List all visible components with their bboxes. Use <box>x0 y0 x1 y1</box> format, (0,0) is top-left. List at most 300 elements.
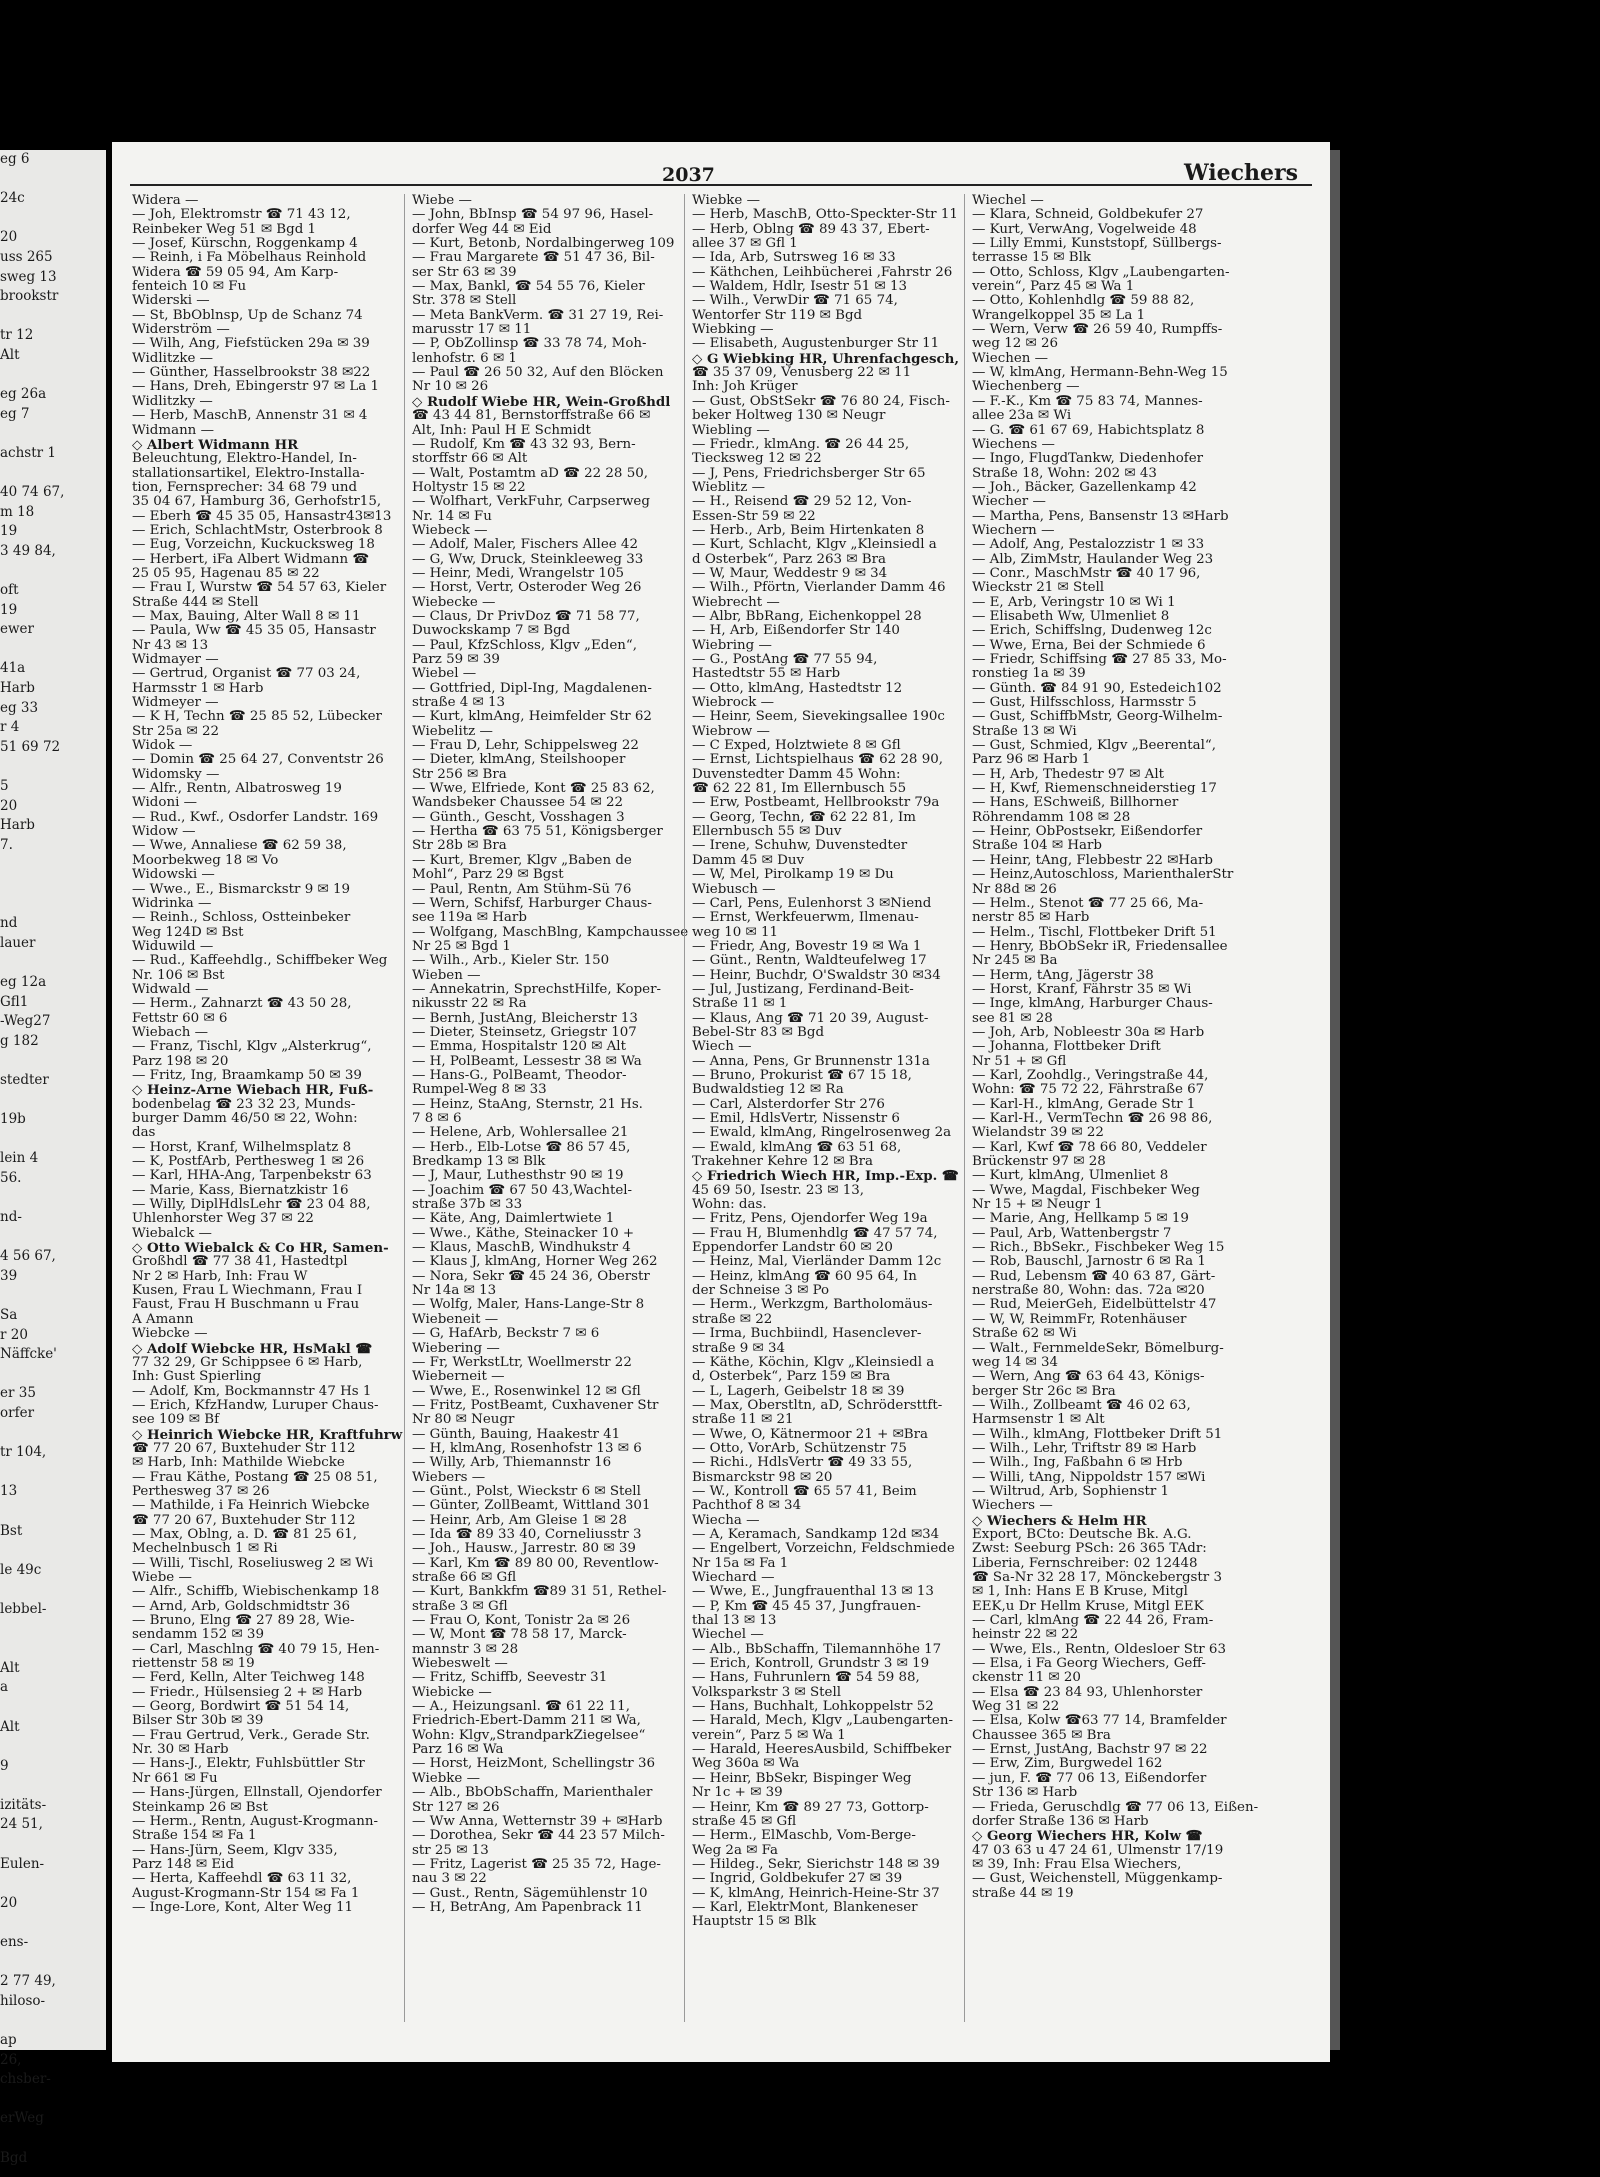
directory-entry-line: Wiebicke — <box>412 1684 492 1700</box>
adjacent-page-text <box>0 1228 106 1248</box>
adjacent-page-text: 24 51, <box>0 1816 43 1833</box>
directory-entry-line: ✉ Harb, Inh: Mathilde Wiebcke <box>132 1455 345 1471</box>
directory-entry-line: fenteich 10 ✉ Fu <box>132 279 247 295</box>
directory-entry-line: — Hans-Jürn, Seem, Klgv 335, <box>132 1842 338 1858</box>
directory-entry-line: — Eberh ☎ 45 35 05, Hansastr43✉13 <box>132 508 392 524</box>
directory-entry-line: — Horst, Kranf, Wilhelmsplatz 8 <box>132 1139 352 1155</box>
directory-entry-line: — Hans, ESchweiß, Billhorner <box>972 795 1179 811</box>
directory-entry-line: ☎ 62 22 81, Im Ellernbusch 55 <box>692 781 907 797</box>
directory-entry-line: — Albr, BbRang, Eichenkoppel 28 <box>692 608 922 624</box>
directory-entry-line: — Carl, Maschlng ☎ 40 79 15, Hen- <box>132 1641 380 1657</box>
directory-entry-line: — Engelbert, Vorzeichn, Feldschmiede <box>692 1541 955 1557</box>
directory-entry-line: Widomsky — <box>132 766 220 782</box>
directory-entry-line: — A, Keramach, Sandkamp 12d ✉34 <box>692 1526 940 1542</box>
directory-entry-line: Hastedtstr 55 ✉ Harb <box>692 666 841 682</box>
directory-entry-line: ◇ Friedrich Wiech HR, Imp.-Exp. ☎ <box>692 1168 959 1185</box>
directory-entry-line: Zwst: Seeburg PSch: 26 365 TAdr: <box>972 1541 1207 1557</box>
directory-entry-line: Rumpel-Weg 8 ✉ 33 <box>412 1082 547 1098</box>
adjacent-page-text: orfer <box>0 1405 35 1421</box>
adjacent-page-text: 13 <box>0 1483 18 1500</box>
directory-entry-line: — Heinr, ObPostsekr, Eißendorfer <box>972 824 1203 840</box>
adjacent-page-text <box>0 875 106 895</box>
directory-entry-line: — Georg, Bordwirt ☎ 51 54 14, <box>132 1699 350 1715</box>
directory-entry-line: — H, Kwf, Riemenschneiderstieg 17 <box>972 781 1217 797</box>
directory-entry-line: straße 45 ✉ Gfl <box>692 1813 797 1829</box>
directory-entry-line: — Wilh., Arb., Kieler Str. 150 <box>412 953 610 969</box>
adjacent-page-text: 20 <box>0 229 18 246</box>
directory-entry-line: — Rud., Kwf., Osdorfer Landstr. 169 <box>132 809 379 825</box>
directory-entry-line: — Max, Oberstltn, aD, Schrödersttft- <box>692 1397 943 1413</box>
directory-entry-line: Ellernbusch 55 ✉ Duv <box>692 824 842 840</box>
directory-entry-line: — Alfr., Rentn, Albatrosweg 19 <box>132 781 342 797</box>
directory-entry-line: dorfer Straße 136 ✉ Harb <box>972 1813 1149 1829</box>
directory-entry-line: — Annekatrin, SprechstHilfe, Koper- <box>412 981 662 997</box>
directory-entry-line: Reinbeker Weg 51 ✉ Bgd 1 <box>132 221 317 237</box>
running-head: Wiechers <box>1183 160 1298 186</box>
directory-entry-line: lenhofstr. 6 ✉ 1 <box>412 350 517 366</box>
directory-entry-line: ◇ Rudolf Wiebe HR, Wein-Großhdl <box>412 393 671 410</box>
adjacent-page-text <box>0 1502 106 1522</box>
directory-entry-line: Wohn: Klgv„StrandparkZiegelsee“ <box>412 1727 646 1743</box>
directory-entry-line: — Günt., Rentn, Waldteufelweg 17 <box>692 953 927 969</box>
adjacent-page-text: 51 69 72 <box>0 738 61 755</box>
directory-entry-line: Parz 198 ✉ 20 <box>132 1053 229 1069</box>
directory-entry-line: — Rud, Lebensm ☎ 40 63 87, Gärt- <box>972 1268 1216 1284</box>
directory-entry-line: Wielandstr 39 ✉ 22 <box>972 1125 1104 1141</box>
directory-entry-line: nerstr 85 ✉ Harb <box>972 910 1090 926</box>
adjacent-page-text: 56. <box>0 1169 22 1186</box>
adjacent-page-text: Bst <box>0 1522 23 1539</box>
directory-entry-line: straße 9 ✉ 34 <box>692 1340 786 1356</box>
adjacent-page-text: chsber- <box>0 2071 51 2088</box>
directory-entry-line: Str 256 ✉ Bra <box>412 766 507 782</box>
directory-entry-line: Wohn: ☎ 75 72 22, Fährstraße 67 <box>972 1082 1205 1098</box>
directory-entry-line: — Wilh., klmAng, Flottbeker Drift 51 <box>972 1426 1223 1442</box>
adjacent-page-text: eg 26a <box>0 386 47 403</box>
directory-entry-line: — P, Km ☎ 45 45 37, Jungfrauen- <box>692 1598 921 1614</box>
directory-entry-line: — Klaus, Ang ☎ 71 20 39, August- <box>692 1010 929 1026</box>
directory-entry-line: straße ✉ 22 <box>692 1311 773 1327</box>
directory-entry-line: Wiebe — <box>132 1570 192 1585</box>
directory-entry-line: — Helm., Stenot ☎ 77 25 66, Ma- <box>972 895 1204 911</box>
directory-entry-line: — Wern, Verw ☎ 26 59 40, Rumpffs- <box>972 322 1223 338</box>
directory-entry-line: — F.-K., Km ☎ 75 83 74, Mannes- <box>972 393 1203 409</box>
directory-entry-line: ✉ 1, Inh: Hans E B Kruse, Mitgl <box>972 1584 1188 1600</box>
directory-entry-line: — Alb., BbSchaffn, Tilemannhöhe 17 <box>692 1641 942 1657</box>
directory-entry-line: EEK,u Dr Hellm Kruse, Mitgl EEK <box>972 1598 1204 1614</box>
directory-entry-line: — Herb., Elb-Lotse ☎ 86 57 45, <box>412 1139 631 1155</box>
adjacent-page-text: eg 33 <box>0 699 39 716</box>
directory-entry-line: Widuwild — <box>132 938 214 954</box>
adjacent-page-text <box>0 561 106 581</box>
directory-entry-line: — Mathilde, i Fa Heinrich Wiebcke <box>132 1498 370 1514</box>
directory-entry-line: A Amann <box>132 1311 194 1327</box>
directory-entry-line: — Wilh, Ang, Fiefstücken 29a ✉ 39 <box>132 336 370 352</box>
directory-entry-line: — Elisabeth, Augustenburger Str 11 <box>692 336 940 352</box>
directory-entry-line: — Fritz, Pens, Ojendorfer Weg 19a <box>692 1211 928 1227</box>
adjacent-page-text <box>0 1835 106 1855</box>
directory-entry-line: Widoni — <box>132 795 197 811</box>
directory-entry-line: — Erw, Zim, Burgwedel 162 <box>972 1756 1163 1772</box>
directory-entry-line: 45 69 50, Isestr. 23 ✉ 13, <box>692 1182 864 1198</box>
adjacent-page-text: -Weg27 <box>0 1013 51 1030</box>
adjacent-page-text <box>0 1463 106 1483</box>
directory-entry-line: Volksparkstr 3 ✉ Stell <box>692 1684 842 1700</box>
directory-entry-line: — Herm., ElMaschb, Vom-Berge- <box>692 1828 916 1844</box>
directory-entry-line: 7 8 ✉ 6 <box>412 1111 462 1126</box>
directory-entry-line: Widow — <box>132 824 196 840</box>
directory-entry-line: — Herm., Rentn, August-Krogmann- <box>132 1813 379 1829</box>
directory-entry-line: — J, Pens, Friedrichsberger Str 65 <box>692 465 926 481</box>
directory-entry-line: Nr 51 + ✉ Gfl <box>972 1053 1067 1069</box>
directory-entry-line: — Alb., BbObSchaffn, Marienthaler <box>412 1785 653 1801</box>
directory-entry-line: see 109 ✉ Bf <box>132 1412 220 1428</box>
directory-entry-line: straße 66 ✉ Gfl <box>412 1570 517 1585</box>
adjacent-page-text: 19 <box>0 601 18 618</box>
directory-entry-line: — Heinr, Km ☎ 89 27 73, Gottorp- <box>692 1799 929 1815</box>
directory-entry-line: Liberia, Fernschreiber: 02 12448 <box>972 1555 1198 1571</box>
directory-entry-line: — Walt, Postamtm aD ☎ 22 28 50, <box>412 465 649 481</box>
directory-entry-line: — Herb, MaschB, Otto-Speckter-Str 11 <box>692 207 958 223</box>
directory-entry-line: — Wwe, Elfriede, Kont ☎ 25 83 62, <box>412 781 655 797</box>
adjacent-page-text: er 35 <box>0 1385 36 1402</box>
directory-entry-line: ◇ Adolf Wiebcke HR, HsMakl ☎ <box>132 1340 373 1357</box>
directory-entry-line: — Kurt, Bankkfm ☎89 31 51, Rethel- <box>412 1584 667 1600</box>
directory-entry-line: Bebel-Str 83 ✉ Bgd <box>692 1024 825 1040</box>
directory-entry-line: Eppendorfer Landstr 60 ✉ 20 <box>692 1240 893 1256</box>
directory-entry-line: Wieblitz — <box>692 479 765 495</box>
page-edge-shadow <box>1330 150 1340 2050</box>
directory-entry-line: marusstr 17 ✉ 11 <box>412 322 532 338</box>
adjacent-page-text: ewer <box>0 621 34 638</box>
directory-entry-line: Wiech — <box>692 1039 752 1055</box>
directory-entry-line: Widmann — <box>132 422 214 438</box>
directory-entry-line: — Herm, tAng, Jägerstr 38 <box>972 967 1154 983</box>
directory-entry-line: — Adolf, Maler, Fischers Allee 42 <box>412 537 638 553</box>
directory-entry-line: — Kurt, Bremer, Klgv „Baben de <box>412 852 632 868</box>
directory-entry-line: — Ernst, JustAng, Bachstr 97 ✉ 22 <box>972 1742 1208 1758</box>
adjacent-page-text: r 4 <box>0 719 20 736</box>
directory-entry-line: Wrangelkoppel 35 ✉ La 1 <box>972 307 1146 323</box>
directory-entry-line: — Horst, HeizMont, Schellingstr 36 <box>412 1756 655 1772</box>
adjacent-page-text: brookstr <box>0 288 59 305</box>
directory-entry-line: Straße 444 ✉ Stell <box>132 594 259 610</box>
directory-entry-line: — Herm., Werkzgm, Bartholomäus- <box>692 1297 933 1313</box>
directory-entry-line: Bilser Str 30b ✉ 39 <box>132 1713 264 1729</box>
directory-entry-line: Export, BCto: Deutsche Bk. A.G. <box>972 1526 1192 1542</box>
directory-entry-line: — Emma, Hospitalstr 120 ✉ Alt <box>412 1039 626 1055</box>
directory-entry-line: — Wwe., Käthe, Steinacker 10 + <box>412 1225 635 1241</box>
directory-entry-line: ☎ 35 37 09, Venusberg 22 ✉ 11 <box>692 365 912 381</box>
directory-entry-line: — Heinr, Medi, Wrangelstr 105 <box>412 565 625 581</box>
directory-entry-line: sendamm 152 ✉ 39 <box>132 1627 264 1643</box>
directory-entry-line: — Frau Käthe, Postang ☎ 25 08 51, <box>132 1469 378 1485</box>
adjacent-page-text: 19b <box>0 1111 26 1128</box>
directory-entry-line: — Wwe, Erna, Bei der Schmiede 6 <box>972 637 1206 653</box>
adjacent-page-text: oft <box>0 582 19 599</box>
directory-entry-line: — Paul, KfzSchloss, Klgv „Eden“, <box>412 637 637 653</box>
directory-entry-line: Wiebe — <box>412 193 472 208</box>
directory-entry-line: — Elsa, i Fa Georg Wiechers, Geff- <box>972 1656 1206 1672</box>
directory-entry-line: — Heinr, Arb, Am Gleise 1 ✉ 28 <box>412 1512 627 1528</box>
directory-entry-line: Str 28b ✉ Bra <box>412 838 507 854</box>
directory-entry-line: — Friedr., Hülsensieg 2 + ✉ Harb <box>132 1684 363 1700</box>
adjacent-page-text <box>0 895 106 915</box>
directory-entry-line: Wiebalck — <box>132 1225 212 1241</box>
adjacent-page-text: Gfl1 <box>0 993 29 1010</box>
directory-entry-line: — Wilh., VerwDir ☎ 71 65 74, <box>692 293 898 309</box>
directory-entry-line: — Herbert, iFa Albert Widmann ☎ <box>132 551 370 567</box>
directory-entry-line: — G., PostAng ☎ 77 55 94, <box>692 652 878 667</box>
directory-entry-line: — Heinz, StaAng, Sternstr, 21 Hs. <box>412 1096 643 1112</box>
directory-entry-line: Nr 25 ✉ Bgd 1 <box>412 938 511 954</box>
directory-entry-line: 47 03 63 u 47 24 61, Ulmenstr 17/19 <box>972 1842 1224 1858</box>
directory-entry-line: — Herb, MaschB, Annenstr 31 ✉ 4 <box>132 408 368 424</box>
adjacent-page-text: achstr 1 <box>0 444 56 461</box>
directory-entry-line: — Walt., FernmeldeSekr, Bömelburg- <box>972 1340 1224 1356</box>
directory-entry-line: — Heinr, tAng, Flebbestr 22 ✉Harb <box>972 852 1213 868</box>
directory-entry-line: dorfer Weg 44 ✉ Eid <box>412 221 552 237</box>
directory-entry-line: d, Osterbek“, Parz 159 ✉ Bra <box>692 1369 891 1385</box>
directory-entry-line: — Rudolf, Km ☎ 43 32 93, Bern- <box>412 436 636 452</box>
directory-entry-line: Weg 31 ✉ 22 <box>972 1699 1060 1715</box>
directory-entry-line: Weg 360a ✉ Wa <box>692 1756 800 1772</box>
directory-entry-line: — Hans-Jürgen, Ellnstall, Ojendorfer <box>132 1785 382 1801</box>
adjacent-page-text: stedter <box>0 1071 49 1088</box>
directory-entry-line: — Hertha ☎ 63 75 51, Königsberger <box>412 824 663 840</box>
directory-entry-line: Trakehner Kehre 12 ✉ Bra <box>692 1154 873 1170</box>
directory-entry-line: nerstraße 80, Wohn: das. 72a ✉20 <box>972 1283 1205 1299</box>
directory-entry-line: Parz 148 ✉ Eid <box>132 1856 235 1872</box>
adjacent-page-text: nd- <box>0 1209 22 1226</box>
directory-column-2 <box>412 193 689 1915</box>
directory-entry-line: Straße 104 ✉ Harb <box>972 838 1102 854</box>
directory-entry-line: — Karl-H., VermTechn ☎ 26 98 86, <box>972 1111 1213 1126</box>
directory-entry-line: Nr 1c + ✉ 39 <box>692 1785 783 1801</box>
directory-entry-line: beker Holtweg 130 ✉ Neugr <box>692 408 886 424</box>
directory-entry-line: Wiechel — <box>692 1627 764 1643</box>
directory-entry-line: Wiechen — <box>972 350 1049 366</box>
directory-entry-line: — Arnd, Arb, Goldschmidtstr 36 <box>132 1598 351 1614</box>
directory-entry-line: — Erich, Kontroll, Grundstr 3 ✉ 19 <box>692 1656 930 1672</box>
directory-entry-line: Wiechard — <box>692 1570 775 1585</box>
directory-entry-line: Str 25a ✉ 22 <box>132 723 220 739</box>
directory-entry-line: ◇ Otto Wiebalck & Co HR, Samen- <box>132 1240 389 1257</box>
directory-entry-line: d Osterbek“, Parz 263 ✉ Bra <box>692 551 886 567</box>
adjacent-page-text <box>0 855 106 875</box>
directory-entry-line: Widera ☎ 59 05 94, Am Karp- <box>132 264 339 280</box>
directory-entry-line: 77 32 29, Gr Schippsee 6 ✉ Harb, <box>132 1354 363 1370</box>
directory-entry-line: — L, Lagerh, Geibelstr 18 ✉ 39 <box>692 1383 905 1399</box>
directory-entry-line: Perthesweg 37 ✉ 26 <box>132 1483 270 1499</box>
directory-entry-line: — Adolf, Ang, Pestalozzistr 1 ✉ 33 <box>972 537 1205 553</box>
directory-entry-line: — Emil, HdlsVertr, Nissenstr 6 <box>692 1111 900 1126</box>
directory-entry-line: Inh: Joh Krüger <box>692 379 798 395</box>
directory-entry-line: Wiebrock — <box>692 695 775 711</box>
adjacent-page-text: Alt <box>0 1659 20 1676</box>
directory-entry-line: — G, Ww, Druck, Steinkleeweg 33 <box>412 551 644 567</box>
directory-entry-line: thal 13 ✉ 13 <box>692 1613 777 1629</box>
directory-entry-line: — Johanna, Flottbeker Drift <box>972 1039 1161 1055</box>
directory-entry-line: — Richi., HdlsVertr ☎ 49 33 55, <box>692 1455 913 1471</box>
directory-entry-line: Brückenstr 97 ✉ 28 <box>972 1154 1106 1170</box>
directory-entry-line: str 25 ✉ 13 <box>412 1842 489 1858</box>
directory-entry-line: mannstr 3 ✉ 28 <box>412 1641 519 1657</box>
directory-entry-line: — Domin ☎ 25 64 27, Conventstr 26 <box>132 752 384 768</box>
directory-column-1 <box>132 194 404 1915</box>
adjacent-page-text <box>0 1424 106 1444</box>
directory-entry-line: Wiecher — <box>972 494 1046 510</box>
adjacent-page-text <box>0 1620 106 1640</box>
directory-entry-line: Widerström — <box>132 322 230 338</box>
directory-entry-line: — G, HafArb, Beckstr 7 ✉ 6 <box>412 1326 600 1342</box>
directory-entry-line: Wiebel — <box>412 666 477 682</box>
directory-entry-line: Straße 154 ✉ Fa 1 <box>132 1828 257 1844</box>
directory-entry-line: — Gust, SchiffbMstr, Georg-Wilhelm- <box>972 709 1223 725</box>
column-divider <box>404 194 405 2022</box>
directory-entry-line: — Ernst, Werkfeuerwm, Ilmenau- <box>692 910 919 926</box>
directory-entry-line: — Karl, Zoohdlg., Veringstraße 44, <box>972 1067 1209 1083</box>
directory-entry-line: — Fritz, PostBeamt, Cuxhavener Str <box>412 1397 659 1413</box>
directory-entry-line: — Frau I, Wurstw ☎ 54 57 63, Kieler <box>132 580 387 596</box>
directory-entry-line: bodenbelag ☎ 23 32 23, Munds- <box>132 1096 356 1112</box>
adjacent-page-text: Alt <box>0 1718 20 1735</box>
directory-entry-line: Wiebeneit — <box>412 1311 499 1327</box>
directory-entry-line: Str 136 ✉ Harb <box>972 1785 1078 1801</box>
adjacent-page-text: Sa <box>0 1307 18 1324</box>
directory-entry-line: berger Str 26c ✉ Bra <box>972 1383 1116 1399</box>
directory-entry-line: Widlitzke — <box>132 350 214 366</box>
directory-entry-line: — Günth. ☎ 84 91 90, Estedeich102 <box>972 680 1222 696</box>
directory-entry-line: Wiebusch — <box>692 881 776 897</box>
adjacent-page-text <box>0 1286 106 1306</box>
directory-entry-line: Wiebecke — <box>412 594 496 610</box>
directory-entry-line: — W, klmAng, Hermann-Behn-Weg 15 <box>972 365 1228 381</box>
directory-entry-line: Nr 2 ✉ Harb, Inh: Frau W <box>132 1268 308 1284</box>
directory-entry-line: ◇ G Wiebking HR, Uhrenfachgesch, <box>692 350 960 367</box>
directory-entry-line: — Max, Bankl, ☎ 54 55 76, Kieler <box>412 279 645 295</box>
directory-entry-line: — Klara, Schneid, Goldbekufer 27 <box>972 207 1204 223</box>
adjacent-page-text: 26, <box>0 2051 22 2068</box>
directory-entry-line: — Joh., Bäcker, Gazellenkamp 42 <box>972 479 1197 495</box>
adjacent-page-text <box>0 1541 106 1561</box>
directory-entry-line: — Herb., Arb, Beim Hirtenkaten 8 <box>692 522 925 538</box>
directory-entry-line: — Dieter, klmAng, Steilshooper <box>412 752 626 768</box>
directory-entry-line: terrasse 15 ✉ Blk <box>972 250 1092 266</box>
directory-entry-line: ☎ 77 20 67, Buxtehuder Str 112 <box>132 1440 356 1456</box>
directory-entry-line: — Erich, KfzHandw, Luruper Chaus- <box>132 1397 379 1413</box>
directory-entry-line: riettenstr 58 ✉ 19 <box>132 1656 255 1672</box>
directory-entry-line: — Georg, Techn, ☎ 62 22 81, Im <box>692 809 916 825</box>
directory-entry-line: — Karl, HHA-Ang, Tarpenbekstr 63 <box>132 1168 372 1184</box>
directory-entry-line: — Adolf, Km, Bockmannstr 47 Hs 1 <box>132 1383 372 1399</box>
adjacent-page-text: Eulen- <box>0 1855 45 1872</box>
directory-entry-line: — Hans-G., PolBeamt, Theodor- <box>412 1067 627 1083</box>
directory-entry-line: Wiebrecht — <box>692 594 780 610</box>
directory-entry-line: — Karl, Km ☎ 89 80 00, Reventlow- <box>412 1555 659 1571</box>
directory-entry-line: — Otto, VorArb, Schützenstr 75 <box>692 1440 907 1456</box>
directory-entry-line: — Günther, Hasselbrookstr 38 ✉22 <box>132 365 371 381</box>
directory-entry-line: nau 3 ✉ 22 <box>412 1871 487 1887</box>
directory-entry-line: straße 37b ✉ 33 <box>412 1197 523 1213</box>
directory-entry-line: — Günth., Gescht, Vosshagen 3 <box>412 809 625 825</box>
directory-entry-line: Str 127 ✉ 26 <box>412 1799 500 1815</box>
directory-entry-line: — Bruno, Elng ☎ 27 89 28, Wie- <box>132 1613 355 1629</box>
directory-entry-line: — Wilh., Lehr, Triftstr 89 ✉ Harb <box>972 1440 1197 1456</box>
directory-entry-line: Wieberneit — <box>412 1369 505 1385</box>
directory-entry-line: der Schneise 3 ✉ Po <box>692 1283 830 1299</box>
directory-entry-line: ◇ Wiechers & Helm HR <box>972 1512 1147 1529</box>
directory-entry-line: — Ewald, klmAng ☎ 63 51 68, <box>692 1139 902 1155</box>
adjacent-page-text <box>0 757 106 777</box>
adjacent-page-text <box>0 640 106 660</box>
directory-entry-line: Widlitzky — <box>132 393 213 409</box>
directory-entry-line: Wiechens — <box>972 436 1055 452</box>
directory-entry-line: — Horst, Kranf, Fährstr 35 ✉ Wi <box>972 981 1192 997</box>
adjacent-page-text: 9 <box>0 1757 9 1774</box>
directory-entry-line: — Wiltrud, Arb, Sophienstr 1 <box>972 1483 1170 1499</box>
directory-entry-line: — Hans, Dreh, Ebingerstr 97 ✉ La 1 <box>132 379 380 395</box>
directory-entry-line: — Carl, Alsterdorfer Str 276 <box>692 1096 885 1112</box>
directory-entry-line: — Nora, Sekr ☎ 45 24 36, Oberstr <box>412 1268 650 1284</box>
directory-entry-line: straße 44 ✉ 19 <box>972 1885 1074 1901</box>
directory-entry-line: Wiebeswelt — <box>412 1656 508 1672</box>
adjacent-page-text: Bgd <box>0 2149 28 2166</box>
directory-entry-line: — Heinr, BbSekr, Bispinger Weg <box>692 1770 912 1786</box>
directory-entry-line: weg 10 ✉ 11 <box>692 924 779 940</box>
directory-entry-line: — Wilh., Ing, Faßbahn 6 ✉ Hrb <box>972 1455 1183 1471</box>
directory-entry-line: — Otto, klmAng, Hastedtstr 12 <box>692 680 903 696</box>
directory-entry-line: Nr 15 + ✉ Neugr 1 <box>972 1197 1103 1213</box>
directory-entry-line: Friedrich-Ebert-Damm 211 ✉ Wa, <box>412 1713 641 1729</box>
directory-entry-line: heinstr 22 ✉ 22 <box>972 1627 1079 1643</box>
directory-entry-line: Wiebking — <box>692 322 774 338</box>
directory-entry-line: das <box>132 1125 156 1141</box>
directory-entry-line: — Henry, BbObSekr iR, Friedensallee <box>972 938 1228 954</box>
directory-entry-line: Widok — <box>132 738 193 754</box>
adjacent-page-text: uss 265 <box>0 248 53 265</box>
directory-entry-line: Nr 245 ✉ Ba <box>972 953 1058 969</box>
directory-entry-line: — Carl, klmAng ☎ 22 44 26, Fram- <box>972 1613 1214 1629</box>
adjacent-page-text: Alt <box>0 346 20 363</box>
directory-entry-line: — Wern, Ang ☎ 63 64 43, Königs- <box>972 1369 1205 1385</box>
adjacent-page-text <box>0 1776 106 1796</box>
directory-entry-line: Alt, Inh: Paul H E Schmidt <box>412 422 591 438</box>
adjacent-page-text: Näffcke' <box>0 1346 57 1363</box>
directory-entry-line: — Käthe, Köchin, Klgv „Kleinsiedl a <box>692 1354 935 1370</box>
directory-entry-line: Straße 11 ✉ 1 <box>692 996 788 1012</box>
directory-entry-line: — Friedr., klmAng. ☎ 26 44 25, <box>692 436 910 452</box>
directory-entry-line: ☎ 77 20 67, Buxtehuder Str 112 <box>132 1512 356 1528</box>
directory-entry-line: Widmayer — <box>132 652 219 667</box>
directory-entry-line: — Fritz, Schiffb, Seevestr 31 <box>412 1670 608 1686</box>
adjacent-page-text <box>0 2011 106 2031</box>
directory-entry-line: — K H, Techn ☎ 25 85 52, Lübecker <box>132 709 382 725</box>
directory-entry-line: — Heinr, Buchdr, O'Swaldstr 30 ✉34 <box>692 967 941 983</box>
directory-entry-line: Damm 45 ✉ Duv <box>692 852 805 868</box>
directory-entry-line: Straße 18, Wohn: 202 ✉ 43 <box>972 465 1157 481</box>
adjacent-page-text <box>0 2090 106 2110</box>
adjacent-page-text <box>0 464 106 484</box>
directory-entry-line: ✉ 39, Inh: Frau Elsa Wiechers, <box>972 1856 1182 1872</box>
directory-entry-line: Inh: Gust Spierling <box>132 1369 262 1385</box>
directory-entry-line: — Joh., Hausw., Jarrestr. 80 ✉ 39 <box>412 1541 636 1557</box>
adjacent-page-text: 41a <box>0 660 26 677</box>
directory-entry-line: weg 12 ✉ 26 <box>972 336 1059 352</box>
directory-entry-line: — Joh, Elektromstr ☎ 71 43 12, <box>132 207 351 223</box>
directory-entry-line: — Karl-H., klmAng, Gerade Str 1 <box>972 1096 1196 1112</box>
directory-entry-line: — Wwe, E., Jungfrauenthal 13 ✉ 13 <box>692 1584 934 1600</box>
